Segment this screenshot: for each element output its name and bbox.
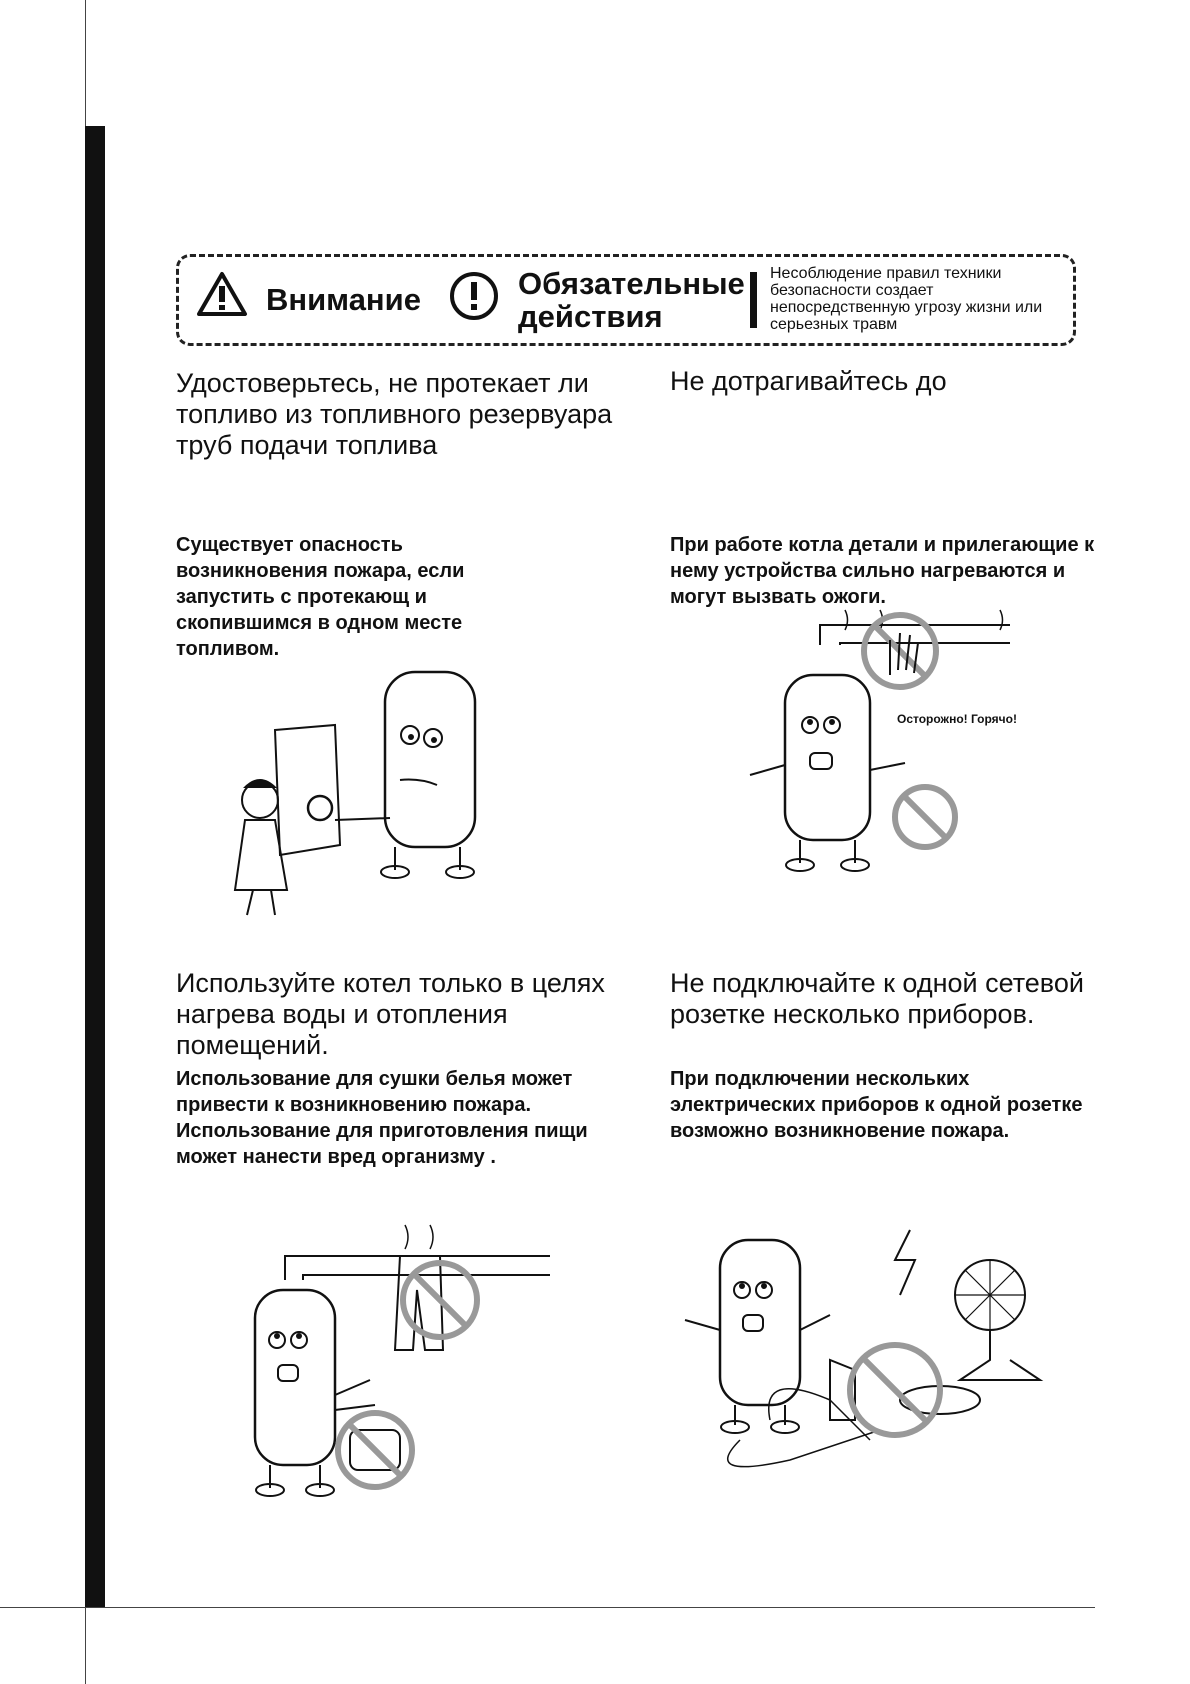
mandatory-label: Обязательные действия <box>518 266 745 334</box>
warning-triangle-icon <box>196 270 248 318</box>
side-bar <box>85 126 105 1608</box>
separator-bar <box>750 272 757 328</box>
socket-overload-illustration <box>680 1220 1060 1480</box>
hot-boiler-illustration <box>740 605 1020 880</box>
leak-illustration <box>215 660 505 920</box>
exclamation-circle-icon <box>448 270 500 322</box>
section-1-body: Существует опасность возникновения пожара, если запустить с протекающ и скопившимся в одном месте топливом. <box>176 534 465 660</box>
section-4-heading: Не подключайте к одной сетевой розетке несколько приборов. <box>670 968 1084 1029</box>
section-2-heading: Не дотрагивайтесь до <box>670 366 947 396</box>
drying-cooking-illustration <box>215 1220 555 1500</box>
section-4-body: При подключении нескольких электрических приборов к одной розетке возможно возникновение пожара. <box>670 1068 1083 1142</box>
section-3-body: Использование для сушки белья может привести к возникновению пожара. Использование для приготовления пищи может нанести вред организму . <box>176 1068 588 1168</box>
section-3-heading: Используйте котел только в целях нагрева воды и отопления помещений. <box>176 968 605 1060</box>
warning-description: Несоблюдение правил техники безопасности создает непосредственную угрозу жизни или серьезных травм <box>770 265 1043 333</box>
bottom-rule <box>0 1607 1095 1608</box>
hot-caption: Осторожно! Горячо! <box>897 712 1017 726</box>
section-2-body: При работе котла детали и прилегающие к нему устройства сильно нагреваются и могут вызвать ожоги. <box>670 534 1095 608</box>
warning-label: Внимание <box>266 282 421 317</box>
section-1-heading: Удостоверьтесь, не протекает ли топливо из топливного резервуара труб подачи топлива <box>176 368 613 460</box>
